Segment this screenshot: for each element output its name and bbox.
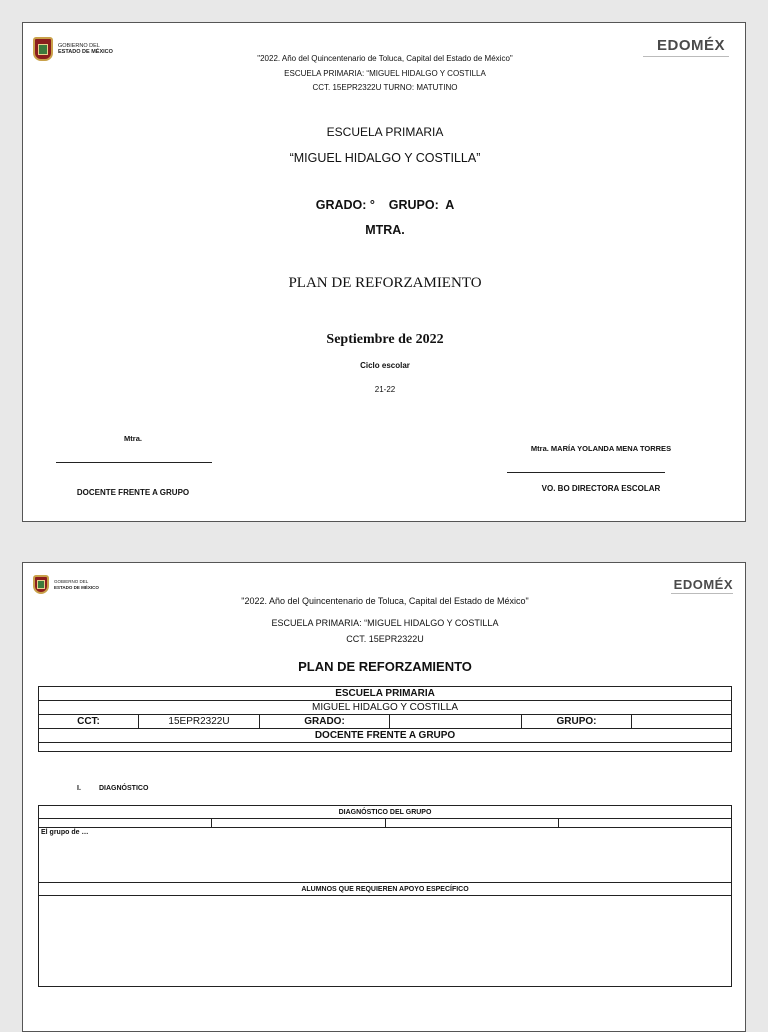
plan-title: PLAN DE REFORZAMIENTO — [298, 659, 472, 674]
state-government-logo — [33, 575, 99, 594]
support-header: ALUMNOS QUE REQUIEREN APOYO ESPECÍFICO — [39, 883, 732, 896]
school-info-table — [38, 686, 732, 752]
diagnosis-cell[interactable] — [386, 819, 559, 828]
right-signature-role: VO. BO DIRECTORA ESCOLAR — [541, 484, 661, 493]
document-page-1 — [22, 22, 746, 522]
gov-logo-line1: GOBIERNO DEL — [54, 579, 89, 584]
table-row — [39, 819, 732, 828]
header-motto: "2022. Año del Quincentenario de Toluca, Capital del Estado de México" — [241, 596, 529, 606]
diagnosis-header: DIAGNÓSTICO DEL GRUPO — [39, 806, 732, 819]
gov-logo-line2: ESTADO DE MÉXICO — [58, 49, 113, 55]
left-signature-role: DOCENTE FRENTE A GRUPO — [76, 488, 190, 497]
table-row — [39, 806, 732, 819]
coat-of-arms-icon — [33, 575, 49, 594]
edomex-logo: EDOMÉX — [673, 577, 733, 592]
cycle-label: Ciclo escolar — [360, 361, 410, 370]
section-number: I. — [77, 785, 81, 792]
teacher-label: DOCENTE FRENTE A GRUPO — [39, 729, 732, 743]
section-title: DIAGNÓSTICO — [99, 785, 149, 792]
school-name: “MIGUEL HIDALGO Y COSTILLA” — [289, 151, 481, 165]
table-row — [39, 743, 732, 752]
grade-group: GRADO: ° GRUPO: A — [315, 198, 455, 212]
diagnosis-cell[interactable] — [212, 819, 386, 828]
header-cct: CCT. 15EPR2322U — [346, 634, 424, 644]
grade-value-field[interactable] — [390, 715, 522, 729]
header-cct: CCT. 15EPR2322U TURNO: MATUTINO — [312, 83, 458, 92]
edomex-logo: EDOMÉX — [656, 37, 725, 54]
diagnosis-cell[interactable] — [559, 819, 732, 828]
right-signature-name: Mtra. MARÍA YOLANDA MENA TORRES — [530, 444, 672, 453]
right-signature-line — [507, 472, 665, 473]
school-type: ESCUELA PRIMARIA — [326, 125, 444, 139]
left-signature-name: Mtra. — [124, 434, 142, 443]
plan-title: PLAN DE REFORZAMIENTO — [288, 275, 482, 291]
support-students-field[interactable] — [39, 896, 732, 987]
diagnosis-text[interactable]: El grupo de … — [39, 828, 732, 883]
grade-label: GRADO: — [260, 715, 390, 729]
cycle-value: 21-22 — [374, 385, 396, 394]
table-row — [39, 701, 732, 715]
left-signature-line — [56, 462, 212, 463]
date: Septiembre de 2022 — [326, 332, 444, 347]
teacher-name-field[interactable] — [39, 743, 732, 752]
gov-logo-line1: GOBIERNO DEL — [58, 42, 100, 49]
cct-value: 15EPR2322U — [139, 715, 260, 729]
table-row — [39, 715, 732, 729]
table-row — [39, 729, 732, 743]
table-row — [39, 896, 732, 987]
table-row — [39, 883, 732, 896]
table-school-name: MIGUEL HIDALGO Y COSTILLA — [39, 701, 732, 715]
edomex-logo-tagline — [671, 593, 733, 594]
gov-logo-line2: ESTADO DE MÉXICO — [54, 584, 99, 590]
group-label: GRUPO: — [522, 715, 632, 729]
diagnosis-table — [38, 805, 732, 987]
header-motto: "2022. Año del Quincentenario de Toluca, Capital del Estado de México" — [257, 54, 513, 63]
teacher-title: MTRA. — [365, 223, 405, 237]
diagnosis-cell[interactable] — [39, 819, 212, 828]
table-row — [39, 687, 732, 701]
table-row — [39, 828, 732, 883]
header-school: ESCUELA PRIMARIA: “MIGUEL HIDALGO Y COSTILLA — [271, 618, 499, 628]
document-page-2 — [22, 562, 746, 1032]
group-value-field[interactable] — [632, 715, 732, 729]
table-school-type: ESCUELA PRIMARIA — [39, 687, 732, 701]
cct-label: CCT: — [39, 715, 139, 729]
header-school: ESCUELA PRIMARIA: “MIGUEL HIDALGO Y COSTILLA — [284, 69, 486, 78]
